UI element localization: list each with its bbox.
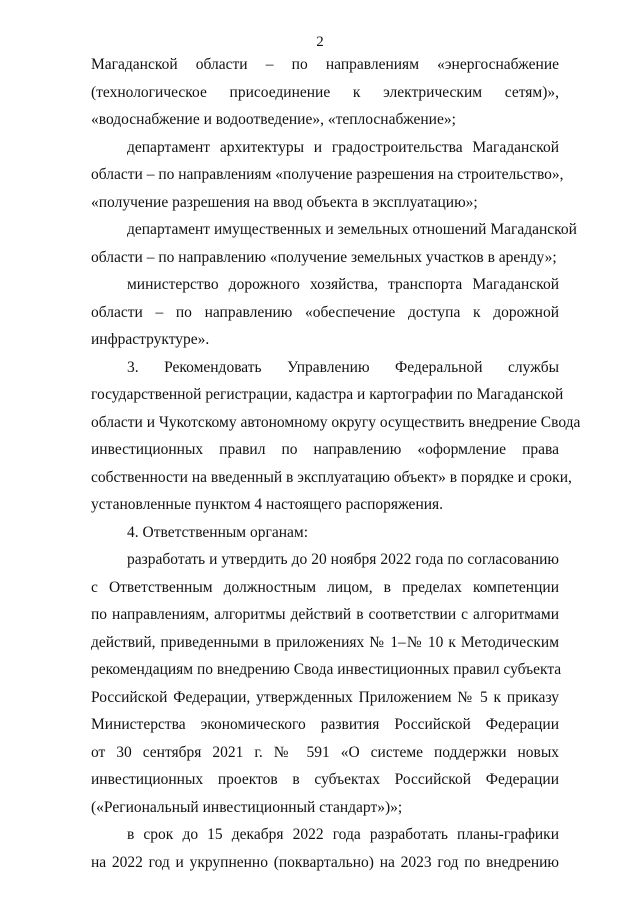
text-line: области – по направлению «получение земельных участков в аренду»; bbox=[91, 248, 557, 266]
text-line: 3. Рекомендовать Управлению Федеральной службы bbox=[127, 358, 559, 376]
text-line: инфраструктуре». bbox=[91, 331, 210, 348]
text-line: действий, приведенными в приложениях № 1–№ 10 к Методическим bbox=[91, 633, 559, 651]
paragraph-item-3 bbox=[91, 354, 581, 519]
text-line: по направлениям, алгоритмы действий в соответствии с алгоритмами bbox=[91, 606, 559, 623]
text-line: в срок до 15 декабря 2022 года разработать планы-графики bbox=[127, 826, 559, 843]
page-number: 2 bbox=[316, 34, 324, 50]
text-line: инвестиционных проектов в субъектах Российской Федерации bbox=[91, 771, 559, 788]
text-line: «водоснабжение и водоотведение», «теплоснабжение»; bbox=[91, 111, 456, 128]
text-line: «получение разрешения на ввод объекта в эксплуатацию»; bbox=[91, 193, 478, 211]
text-line: министерство дорожного хозяйства, транспорта Магаданской bbox=[127, 276, 559, 293]
text-line: установленные пунктом 4 настоящего распоряжения. bbox=[91, 496, 444, 513]
paragraph-item-4 bbox=[91, 519, 559, 547]
text-line: с Ответственным должностным лицом, в пределах компетенции bbox=[91, 578, 559, 596]
text-line: (технологическое присоединение к электрическим сетям)», bbox=[91, 83, 559, 101]
paragraph-4 bbox=[91, 271, 559, 354]
text-line: области – по направлению «обеспечение доступа к дорожной bbox=[91, 303, 559, 321]
text-line: области – по направлениям «получение разрешения на строительство», bbox=[91, 166, 564, 183]
text-line: департамент архитектуры и градостроительства Магаданской bbox=[127, 138, 559, 156]
text-line: государственной регистрации, кадастра и картографии по Магаданской bbox=[91, 386, 564, 403]
text-line: Российской Федерации, утвержденных Приложением № 5 к приказу bbox=[91, 688, 559, 706]
paragraph-item-4-1 bbox=[91, 546, 562, 821]
paragraph-item-4-2 bbox=[91, 821, 559, 876]
text-line: собственности на введенный в эксплуатацию объект» в порядке и сроки, bbox=[91, 468, 572, 486]
text-line: Магаданской области – по направлениям «энергоснабжение bbox=[91, 56, 559, 73]
text-line: рекомендациям по внедрению Свода инвестиционных правил субъекта bbox=[91, 661, 562, 678]
paragraph-2 bbox=[91, 134, 564, 217]
text-line: инвестиционных правил по направлению «оформление права bbox=[91, 441, 559, 458]
paragraph-1 bbox=[91, 51, 559, 134]
document-body bbox=[91, 51, 581, 876]
text-line: департамент имущественных и земельных отношений Магаданской bbox=[127, 221, 577, 238]
text-line: («Региональный инвестиционный стандарт»)»; bbox=[91, 798, 403, 816]
text-line: на 2022 год и укрупненно (поквартально) на 2023 год по внедрению bbox=[91, 853, 559, 871]
text-line: 4. Ответственным органам: bbox=[127, 523, 309, 541]
text-line: разработать и утвердить до 20 ноября 2022 года по согласованию bbox=[127, 551, 559, 568]
paragraph-3 bbox=[91, 216, 577, 271]
text-line: от 30 сентября 2021 г. № 591 «О системе поддержки новых bbox=[91, 743, 559, 761]
text-line: Министерства экономического развития Российской Федерации bbox=[91, 716, 559, 733]
text-line: области и Чукотскому автономному округу осуществить внедрение Свода bbox=[91, 413, 581, 431]
